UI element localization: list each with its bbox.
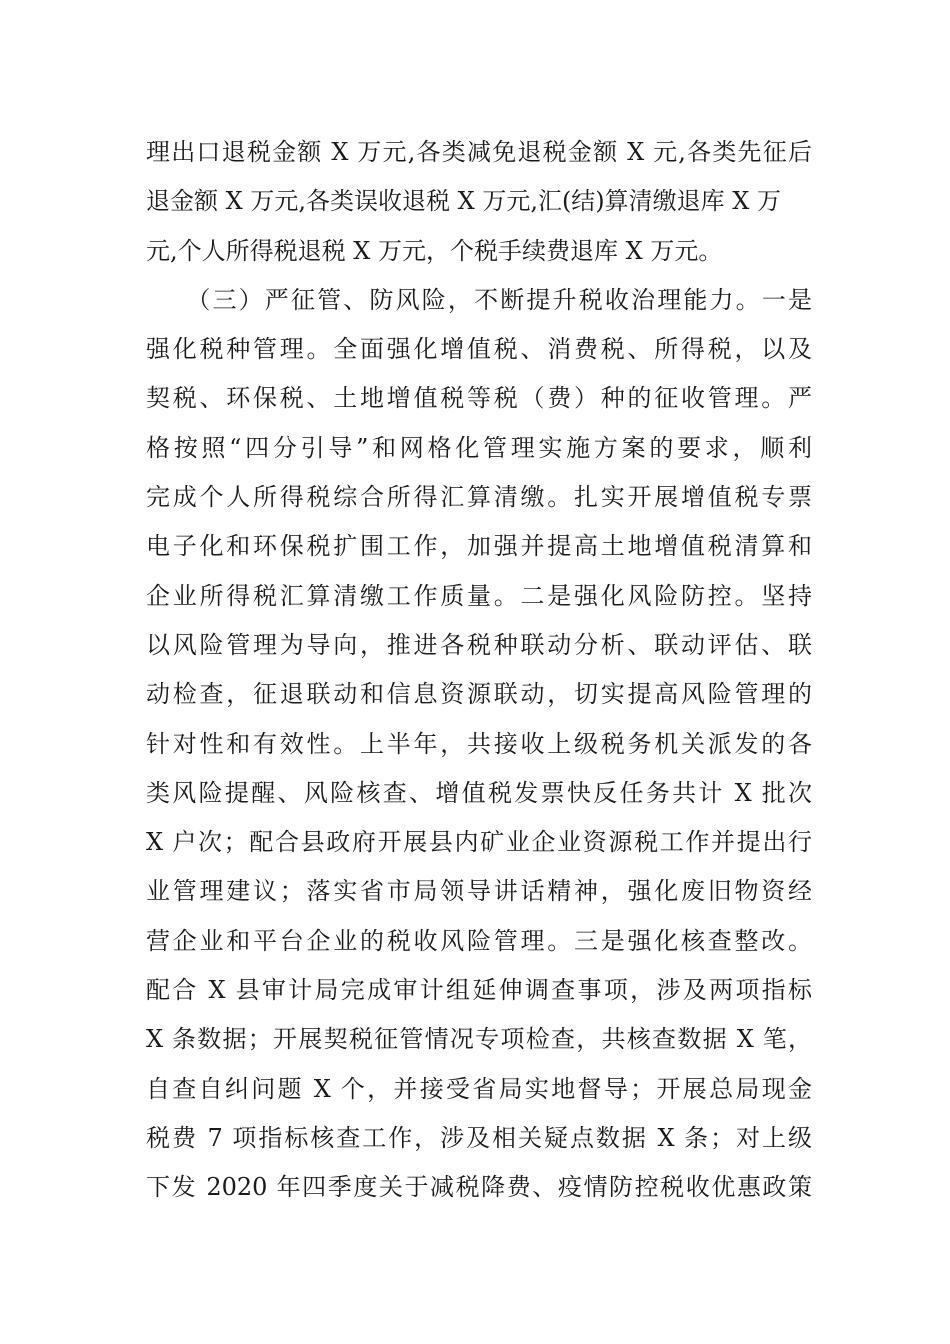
text-line: 动检查，征退联动和信息资源联动，切实提高风险管理的 [146, 680, 812, 709]
text-line: 以风险管理为导向，推进各税种联动分析、联动评估、联 [146, 630, 812, 659]
text-line: 完成个人所得税综合所得汇算清缴。扎实开展增值税专票 [146, 483, 812, 512]
text-line: 针对性和有效性。上半年，共接收上级税务机关派发的各 [146, 729, 812, 758]
text-line: 电子化和环保税扩围工作，加强并提高土地增值税清算和 [146, 532, 812, 561]
text-line: 配合 X 县审计局完成审计组延伸调查事项，涉及两项指标 [146, 976, 812, 1005]
text-line: X 户次；配合县政府开展县内矿业企业资源税工作并提出行 [146, 828, 812, 857]
text-line: 类风险提醒、风险核查、增值税发票快反任务共计 X 批次 [146, 778, 812, 807]
text-line: 业管理建议；落实省市局领导讲话精神，强化废旧物资经 [146, 877, 812, 906]
text-line: 元,个人所得税退税 X 万元，个税手续费退库 X 万元。 [146, 236, 723, 265]
text-line: 格按照“四分引导”和网格化管理实施方案的要求，顺利 [146, 433, 812, 462]
text-line: 下发 2020 年四季度关于减税降费、疫情防控税收优惠政策 [146, 1173, 812, 1202]
text-line: X 条数据；开展契税征管情况专项检查，共核查数据 X 笔， [146, 1025, 812, 1054]
text-line: 契税、环保税、土地增值税等税（费）种的征收管理。严 [146, 384, 812, 413]
text-line: 自查自纠问题 X 个，并接受省局实地督导；开展总局现金 [146, 1074, 812, 1103]
body-text [146, 128, 812, 1213]
text-line: 企业所得税汇算清缴工作质量。二是强化风险防控。坚持 [146, 581, 812, 610]
text-line: 税费 7 项指标核查工作，涉及相关疑点数据 X 条；对上级 [146, 1123, 812, 1152]
text-line: 强化税种管理。全面强化增值税、消费税、所得税，以及 [146, 335, 812, 364]
text-line: （三）严征管、防风险，不断提升税收治理能力。一是 [146, 285, 812, 314]
text-line: 营企业和平台企业的税收风险管理。三是强化核查整改。 [146, 926, 812, 955]
text-line: 退金额 X 万元,各类误收退税 X 万元,汇(结)算清缴退库 X 万 [146, 187, 782, 216]
text-line: 理出口退税金额 X 万元,各类减免退税金额 X 元,各类先征后 [146, 138, 812, 166]
